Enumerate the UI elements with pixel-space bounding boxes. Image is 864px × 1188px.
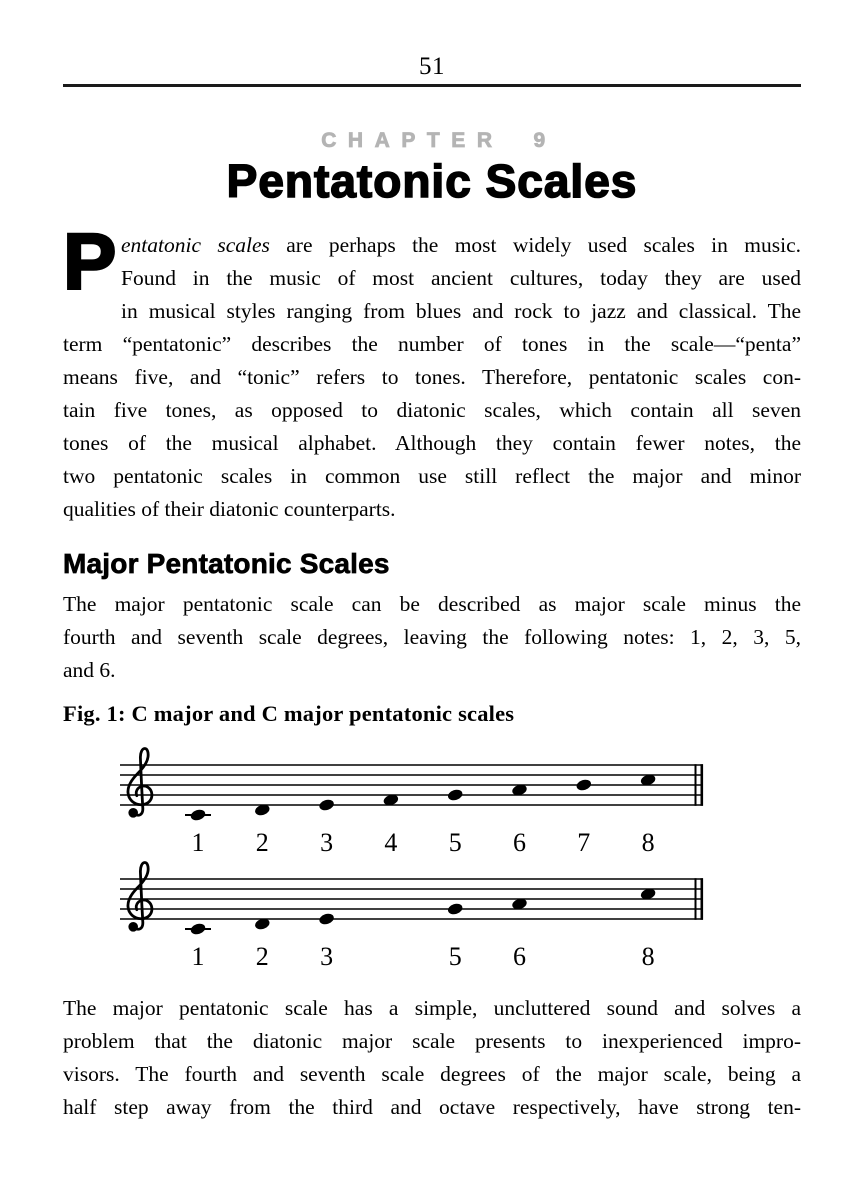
header-rule (63, 84, 801, 87)
degree-label: 1 (191, 941, 205, 971)
section-heading: Major Pentatonic Scales (63, 547, 390, 579)
closing-paragraph (63, 992, 801, 1124)
paragraph-line: means five, and “tonic” refers to tones. Therefore, pentatonic scales con- (63, 364, 801, 389)
degree-label: 2 (255, 827, 269, 857)
notehead (447, 902, 464, 916)
paragraph-line: qualities of their diatonic counterparts. (63, 496, 396, 521)
paragraph-line: in musical styles ranging from blues and rock to jazz and classical. The (121, 298, 801, 323)
paragraph-line: Found in the music of most ancient cultures, today they are used (121, 265, 801, 290)
treble-clef-ball (128, 922, 138, 932)
intro-paragraph (63, 216, 801, 526)
figure-staves (120, 743, 801, 971)
lead-italic: entatonic scales (121, 232, 270, 257)
paragraph-line: fourth and seventh scale degrees, leaving the following notes: 1, 2, 3, 5, (63, 624, 801, 649)
staff-svg (120, 743, 720, 857)
paragraph-line: tones of the musical alphabet. Although they contain fewer notes, the (63, 430, 801, 455)
notehead (318, 912, 335, 926)
degree-label: 7 (577, 827, 591, 857)
line-text: are perhaps the most widely used scales in music. (269, 232, 801, 257)
degree-label: 8 (641, 827, 655, 857)
degree-label: 5 (448, 941, 462, 971)
section-paragraph (63, 588, 801, 687)
notehead (189, 922, 206, 936)
degree-label: 2 (255, 941, 269, 971)
figure-caption: Fig. 1: C major and C major pentatonic scales (63, 700, 515, 726)
paragraph-line: half step away from the third and octave respectively, have strong ten- (63, 1094, 801, 1119)
degree-label: 1 (191, 827, 205, 857)
degree-label: 6 (513, 827, 526, 857)
notehead (189, 808, 206, 822)
paragraph-line: term “pentatonic” describes the number of tones in the scale—“penta” (63, 331, 801, 356)
paragraph-line: and 6. (63, 657, 116, 682)
notehead (447, 788, 464, 802)
chapter-title: Pentatonic Scales (226, 155, 638, 207)
chapter-kicker: CHAPTER 9 (321, 129, 557, 152)
staff-svg (120, 857, 720, 971)
paragraph-line: tain five tones, as opposed to diatonic scales, which contain all seven (63, 397, 801, 422)
paragraph-line: The major pentatonic scale can be described as major scale minus the (63, 591, 801, 616)
paragraph-line: The major pentatonic scale has a simple, uncluttered sound and solves a (63, 995, 801, 1020)
degree-label: 8 (641, 941, 655, 971)
notehead (318, 798, 335, 812)
treble-clef-ball (128, 808, 138, 818)
staff-c-major-scale (120, 743, 801, 857)
staff-c-major-pentatonic-scale (120, 857, 801, 971)
degree-label: 3 (320, 827, 334, 857)
paragraph-line (121, 229, 801, 262)
degree-label: 4 (384, 827, 398, 857)
notehead (575, 778, 592, 792)
paragraph-line: visors. The fourth and seventh scale degrees of the major scale, being a (63, 1061, 801, 1086)
degree-label: 3 (320, 941, 334, 971)
dropcap: P (63, 216, 117, 306)
paragraph-line: problem that the diatonic major scale presents to inexperienced impro- (63, 1028, 801, 1053)
degree-label: 6 (513, 941, 526, 971)
paragraph-line: two pentatonic scales in common use still reflect the major and minor (63, 463, 801, 488)
page-number: 51 (419, 53, 445, 80)
degree-label: 5 (448, 827, 462, 857)
